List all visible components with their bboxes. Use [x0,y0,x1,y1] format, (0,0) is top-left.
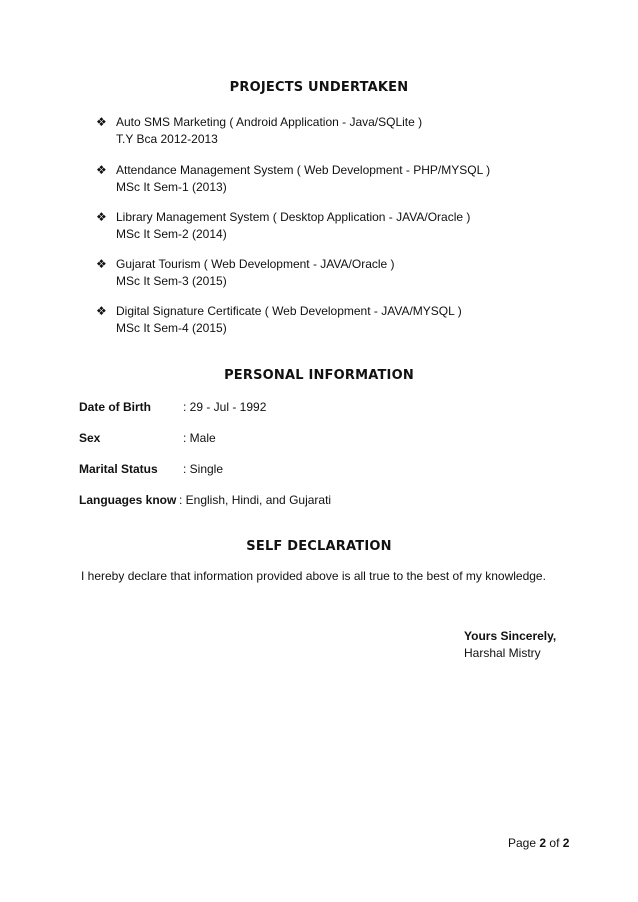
personal-heading: PERSONAL INFORMATION [224,368,414,383]
page-word: Page [508,836,537,850]
signature-block [464,628,556,662]
info-value: : 29 - Jul - 1992 [183,400,267,414]
project-detail: T.Y Bca 2012-2013 [116,132,218,146]
current-page: 2 [539,836,547,850]
project-detail: MSc It Sem-4 (2015) [116,321,227,335]
diamond-bullet-icon: ❖ [96,257,107,271]
diamond-bullet-icon: ❖ [96,163,107,177]
diamond-bullet-icon: ❖ [96,210,107,224]
salutation: Yours Sincerely, [464,629,557,643]
info-value: : Single [183,462,224,476]
declaration-text: I hereby declare that information provided above is all true to the best of my knowledge. [81,569,546,583]
total-pages: 2 [562,836,570,850]
diamond-bullet-icon: ❖ [96,304,107,318]
page-number [508,836,569,850]
of-word: of [549,836,560,850]
info-label: Marital Status [79,462,158,476]
info-label: Languages know [79,493,177,507]
project-title: Attendance Management System ( Web Development - PHP/MYSQL ) [116,163,491,177]
info-label: Date of Birth [79,400,151,414]
project-title: Library Management System ( Desktop Application - JAVA/Oracle ) [116,210,471,224]
declaration-heading: SELF DECLARATION [246,539,392,554]
project-title: Digital Signature Certificate ( Web Development - JAVA/MYSQL ) [116,304,462,318]
signer-name: Harshal Mistry [464,646,541,660]
info-value: : Male [183,431,216,445]
projects-heading: PROJECTS UNDERTAKEN [229,80,409,95]
info-label: Sex [79,431,101,445]
project-detail: MSc It Sem-3 (2015) [116,274,227,288]
project-title: Auto SMS Marketing ( Android Application - Java/SQLite ) [116,115,423,129]
diamond-bullet-icon: ❖ [96,115,107,129]
project-detail: MSc It Sem-1 (2013) [116,180,227,194]
project-title: Gujarat Tourism ( Web Development - JAVA/Oracle ) [116,257,395,271]
project-detail: MSc It Sem-2 (2014) [116,227,227,241]
info-value: : English, Hindi, and Gujarati [179,493,332,507]
